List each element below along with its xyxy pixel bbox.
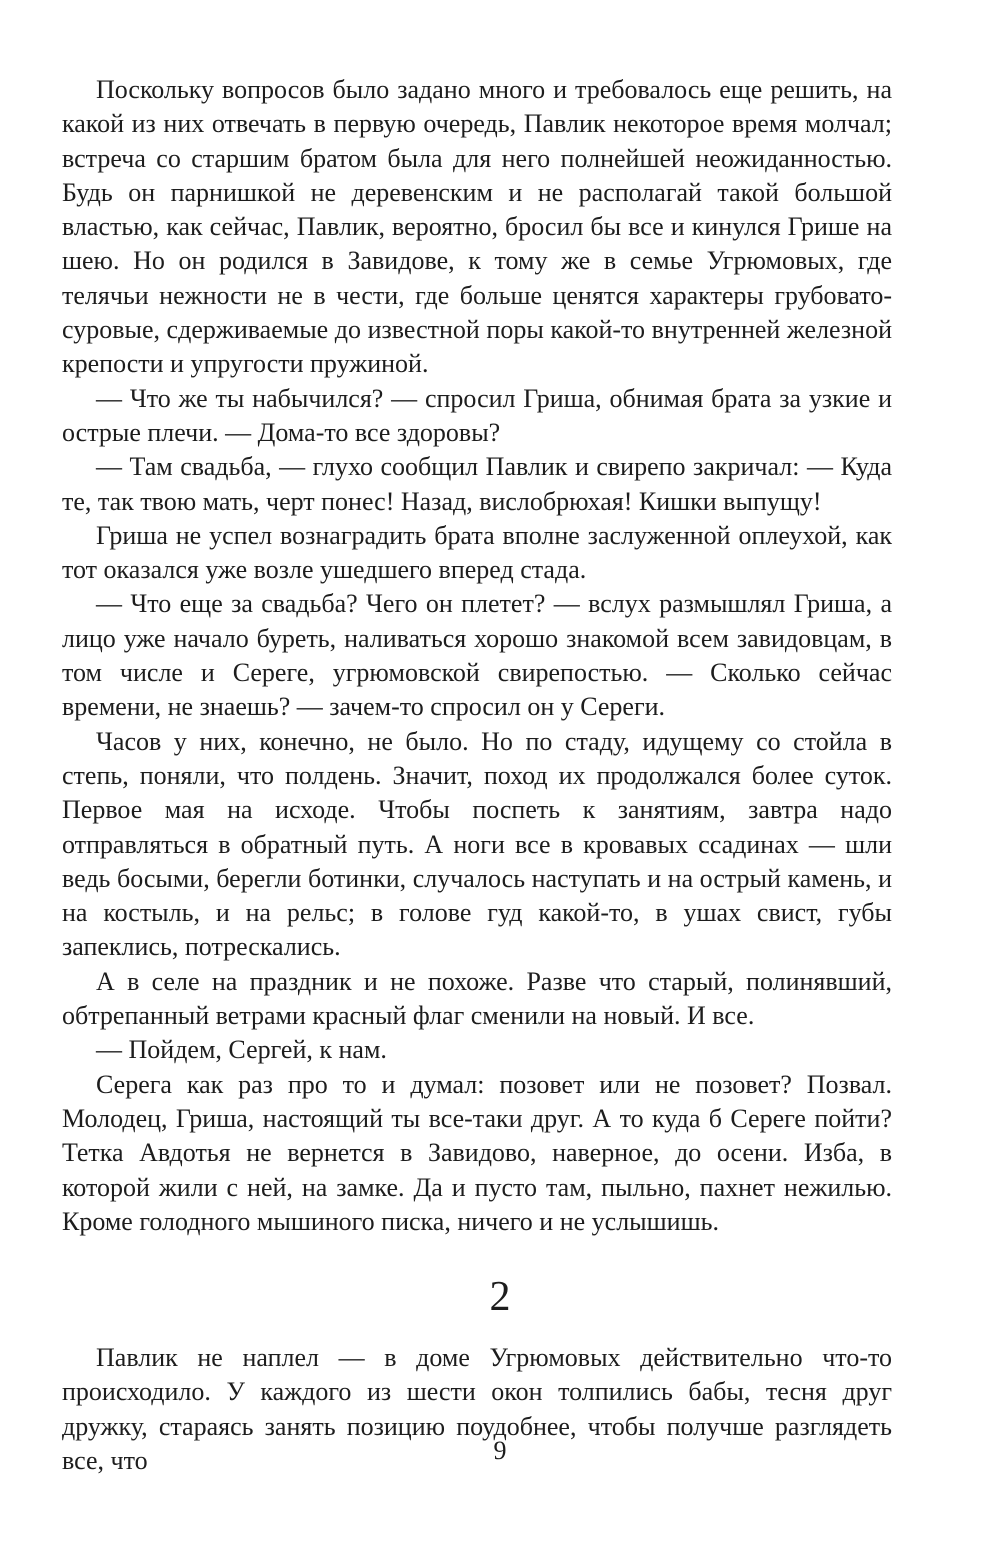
paragraph: — Что еще за свадьба? Чего он плетет? — вслух размышлял Гриша, а лицо уже начало буреть, наливаться хорошо знакомой всем завидовцам, в том числе и Сереге, угрюмовской свирепостью. — Сколько сейчас времени, не знаешь? — зачем-то спросил он у Сереги. (62, 589, 892, 722)
paragraph: Павлик не наплел — в доме Угрюмовых действительно что-то происходило. У каждого из шести окон толпились бабы, тесня друг дружку, стараясь занять позицию поудобнее, чтобы получше разглядеть все, что (62, 1343, 892, 1475)
paragraph: — Что же ты набычился? — спросил Гриша, обнимая брата за узкие и острые плечи. — Дома-то все здоровы? (62, 383, 892, 447)
paragraph: Поскольку вопросов было задано много и требовалось еще решить, на какой из них отвечать в первую очередь, Павлик некоторое время молчал; встреча со старшим братом была для него полнейшей неожиданностью. Будь он парнишкой не деревенским и не располагай такой большой властью, как сейчас, Павлик, вероятно, бросил бы все и кинулся Грише на шею. Но он родился в Завидове, к тому же в семье Угрюмовых, где телячьи нежности не в чести, где больше ценятся характеры грубовато-суровые, сдерживаемые до известной поры какой-то внутренней железной крепости и упругости пружиной. (62, 75, 892, 379)
paragraph: Серега как раз про то и думал: позовет или не позовет? Позвал. Молодец, Гриша, настоящий ты все-таки друг. А то куда б Сереге пойти? Тетка Авдотья не вернется в Завидово, наверное, до осени. Изба, в которой жили с ней, на замке. Да и пусто там, пыльно, пахнет нежилью. Кроме голодного мышиного писка, ничего и не услышишь. (62, 1069, 892, 1236)
paragraph: Часов у них, конечно, не было. Но по стаду, идущему со стойла в степь, поняли, что полдень. Значит, поход их продолжался более суток. Первое мая на исходе. Чтобы поспеть к занятиям, завтра надо отправляться в обратный путь. А ноги все в кровавых ссадинах — шли ведь босыми, берегли ботинки, случалось наступать и на острый камень, и на костыль, и на рельс; в голове гуд какой-то, в ушах свист, губы запеклись, потрескались. (62, 726, 892, 962)
text-block-before-chapter (62, 73, 892, 1239)
paragraph: — Пойдем, Сергей, к нам. (96, 1035, 387, 1065)
paragraph: А в селе на праздник и не похоже. Разве что старый, полинявший, обтрепанный ветрами красный флаг сменили на новый. И все. (62, 966, 892, 1031)
page-number: 9 (493, 1436, 507, 1465)
paragraph: — Там свадьба, — глухо сообщил Павлик и свирепо закричал: — Куда те, так твою мать, черт понес! Назад, вислобрюхая! Кишки выпущу! (62, 452, 892, 516)
paragraph: Гриша не успел вознаградить брата вполне заслуженной оплеухой, как тот оказался уже возле ушедшего вперед стада. (62, 520, 892, 585)
chapter-heading: 2 (489, 1274, 511, 1320)
